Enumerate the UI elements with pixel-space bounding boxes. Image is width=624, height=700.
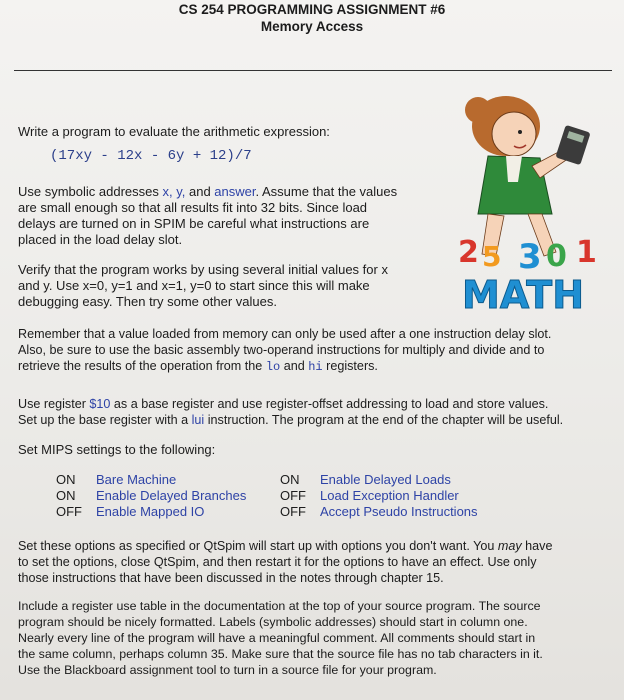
paragraph-line: Set up the base register with a lui instruction. The program at the end of the chapter will be useful. <box>18 413 564 427</box>
paragraph-line: delays are turned on in SPIM be careful what instructions are <box>18 216 370 231</box>
setting-row: ON Enable Delayed Branches <box>56 488 247 503</box>
girl-face <box>492 112 536 156</box>
settings-right-column <box>280 472 478 520</box>
digit-shape: 3 <box>518 237 542 277</box>
paragraph-line: those instructions that have been discussed in the notes through chapter 15. <box>18 571 444 585</box>
paragraph-line: retrieve the results of the operation from the lo and hi registers. <box>18 359 378 374</box>
header-divider <box>14 70 612 71</box>
intro-text: Write a program to evaluate the arithmetic expression: <box>18 124 330 139</box>
paragraph-line: Also, be sure to use the basic assembly two-operand instructions for multiply and divide and to <box>18 343 545 357</box>
paragraph-base-register <box>18 396 563 428</box>
digit-shape: 1 <box>576 235 597 270</box>
setting-row: OFF Accept Pseudo Instructions <box>280 504 478 519</box>
paragraph-line: Remember that a value loaded from memory can only be used after a one instruction delay slot. <box>18 327 552 341</box>
paragraph-line: and y. Use x=0, y=1 and x=1, y=0 to start since this will make <box>18 278 370 293</box>
math-logo-text: MATH <box>462 273 584 316</box>
paragraph-line: are small enough so that all results fit into 32 bits. Since load <box>18 200 368 215</box>
setting-row: OFF Load Exception Handler <box>280 488 459 503</box>
digit-shape: 0 <box>546 239 567 274</box>
digit-shape: 2 <box>458 235 479 270</box>
paragraph-line: Use register $10 as a base register and use register-offset addressing to load and store values. <box>18 397 549 411</box>
paragraph-line: Use the Blackboard assignment tool to turn in a source file for your program. <box>18 663 437 677</box>
paragraph-line: Set these options as specified or QtSpim will start up with options you don't want. You may have <box>18 539 553 553</box>
mips-settings-heading: Set MIPS settings to the following: <box>18 442 216 457</box>
paragraph-line: Use symbolic addresses x, y, and answer. Assume that the values <box>18 184 398 199</box>
girl-eye <box>518 130 522 134</box>
settings-left-column <box>56 472 246 520</box>
digit-shape: 5 <box>482 240 502 273</box>
paragraph-documentation <box>18 598 543 678</box>
paragraph-delay-slot <box>18 326 551 375</box>
paragraph-line: to set the options, close QtSpim, and then restart it for the options to have an effect. Use only <box>18 555 537 569</box>
hair-bun <box>465 97 491 123</box>
paragraph-verify <box>18 262 388 310</box>
paragraph-options <box>18 538 552 586</box>
assignment-title: CS 254 PROGRAMMING ASSIGNMENT #6 <box>178 2 446 17</box>
setting-row: ON Enable Delayed Loads <box>280 472 451 487</box>
paragraph-symbolic-addresses <box>18 184 397 248</box>
paragraph-line: Verify that the program works by using several initial values for x <box>18 262 388 277</box>
paragraph-line: program should be nicely formatted. Labels (symbolic addresses) should start in column one. <box>18 615 528 629</box>
setting-row: OFF Enable Mapped IO <box>56 504 205 519</box>
paragraph-line: the same column, perhaps column 35. Make sure that the source file has no tab characters in it. <box>18 647 543 661</box>
paragraph-line: placed in the load delay slot. <box>18 232 183 247</box>
arithmetic-expression: (17xy - 12x - 6y + 12)/7 <box>50 148 252 164</box>
paragraph-line: Include a register use table in the documentation at the top of your source program. The source <box>18 599 541 613</box>
math-girl-illustration <box>448 86 612 316</box>
setting-row: ON Bare Machine <box>56 472 177 487</box>
assignment-subtitle: Memory Access <box>260 19 364 34</box>
paragraph-line: debugging easy. Then try some other values. <box>18 294 277 309</box>
paragraph-line: Nearly every line of the program will have a meaningful comment. All comments should start in <box>18 631 536 645</box>
